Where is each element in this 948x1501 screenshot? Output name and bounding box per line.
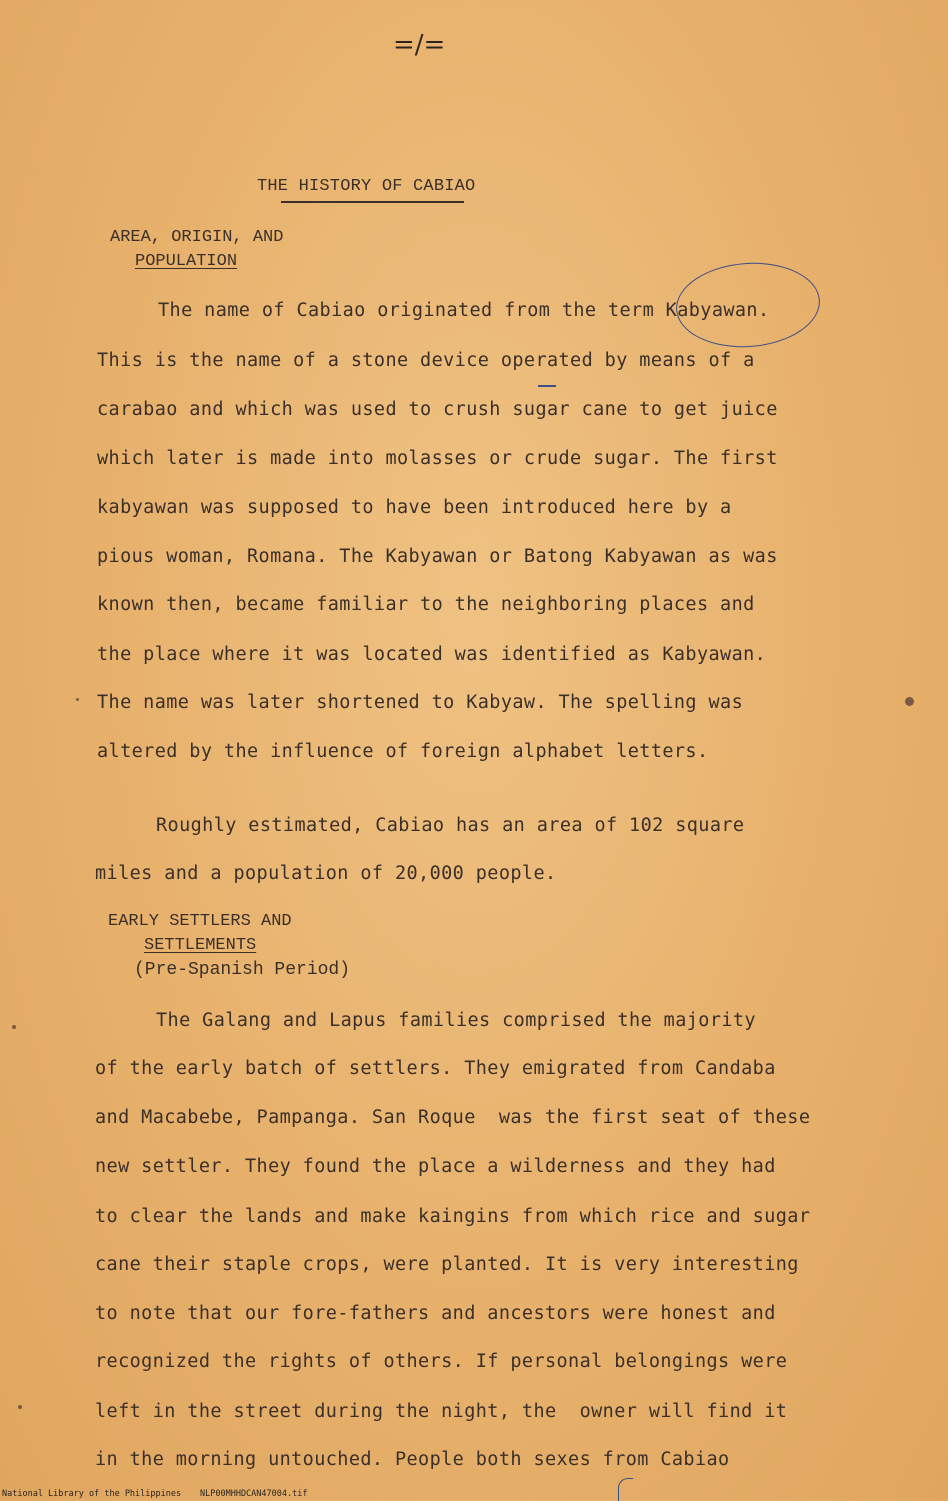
handwritten-tick-mark <box>618 1478 633 1501</box>
footer-file-id: NLP00MHHDCAN47004.tif <box>200 1489 308 1499</box>
handwritten-dash-annotation <box>538 385 556 387</box>
text-line: recognized the rights of others. If personal belongings were <box>95 1351 788 1372</box>
text-line: Roughly estimated, Cabiao has an area of 102 square <box>156 815 745 836</box>
text-line: and Macabebe, Pampanga. San Roque was the first seat of these <box>95 1107 811 1128</box>
paper-speck <box>76 698 79 701</box>
document-title: THE HISTORY OF CABIAO <box>257 177 476 196</box>
text-line: to note that our fore-fathers and ancestors were honest and <box>95 1303 776 1324</box>
text-line: pious woman, Romana. The Kabyawan or Batong Kabyawan as was <box>97 546 778 567</box>
text-line: altered by the influence of foreign alphabet letters. <box>97 741 709 762</box>
text-line: of the early batch of settlers. They emigrated from Candaba <box>95 1058 776 1079</box>
text-line: left in the street during the night, the owner will find it <box>95 1401 788 1422</box>
text-line: in the morning untouched. People both sexes from Cabiao <box>95 1449 730 1470</box>
paper-speck <box>12 1025 16 1029</box>
handwritten-circle-annotation <box>673 258 823 352</box>
text-line: The Galang and Lapus families comprised the majority <box>156 1010 756 1031</box>
section-heading-settlers-line2: SETTLEMENTS <box>144 936 257 955</box>
title-underline <box>281 201 464 203</box>
text-line: the place where it was located was identified as Kabyawan. <box>97 644 767 665</box>
text-line: miles and a population of 20,000 people. <box>95 863 557 884</box>
section-heading-area-line2: POPULATION <box>135 252 238 271</box>
text-line: The name was later shortened to Kabyaw. The spelling was <box>97 692 744 713</box>
text-line: This is the name of a stone device operated by means of a <box>97 350 755 371</box>
text-line: which later is made into molasses or crude sugar. The first <box>97 448 778 469</box>
text-line: kabyawan was supposed to have been introduced here by a <box>97 497 732 518</box>
footer-library-name: National Library of the Philippines <box>2 1489 182 1499</box>
text-line: to clear the lands and make kaingins from which rice and sugar <box>95 1206 811 1227</box>
text-line: The name of Cabiao originated from the term Kabyawan. <box>158 300 770 321</box>
text-line: new settler. They found the place a wilderness and they had <box>95 1156 776 1177</box>
section-heading-settlers-line1: EARLY SETTLERS AND <box>108 912 292 931</box>
paper-speck <box>905 697 914 706</box>
section-heading-area-line1: AREA, ORIGIN, AND <box>110 228 284 247</box>
page-number: =/= <box>393 30 446 60</box>
text-line: cane their staple crops, were planted. It is very interesting <box>95 1254 799 1275</box>
section-heading-settlers-period: (Pre-Spanish Period) <box>134 960 351 980</box>
text-line: known then, became familiar to the neighboring places and <box>97 594 755 615</box>
text-line: carabao and which was used to crush sugar cane to get juice <box>97 399 778 420</box>
paper-speck <box>18 1405 22 1409</box>
